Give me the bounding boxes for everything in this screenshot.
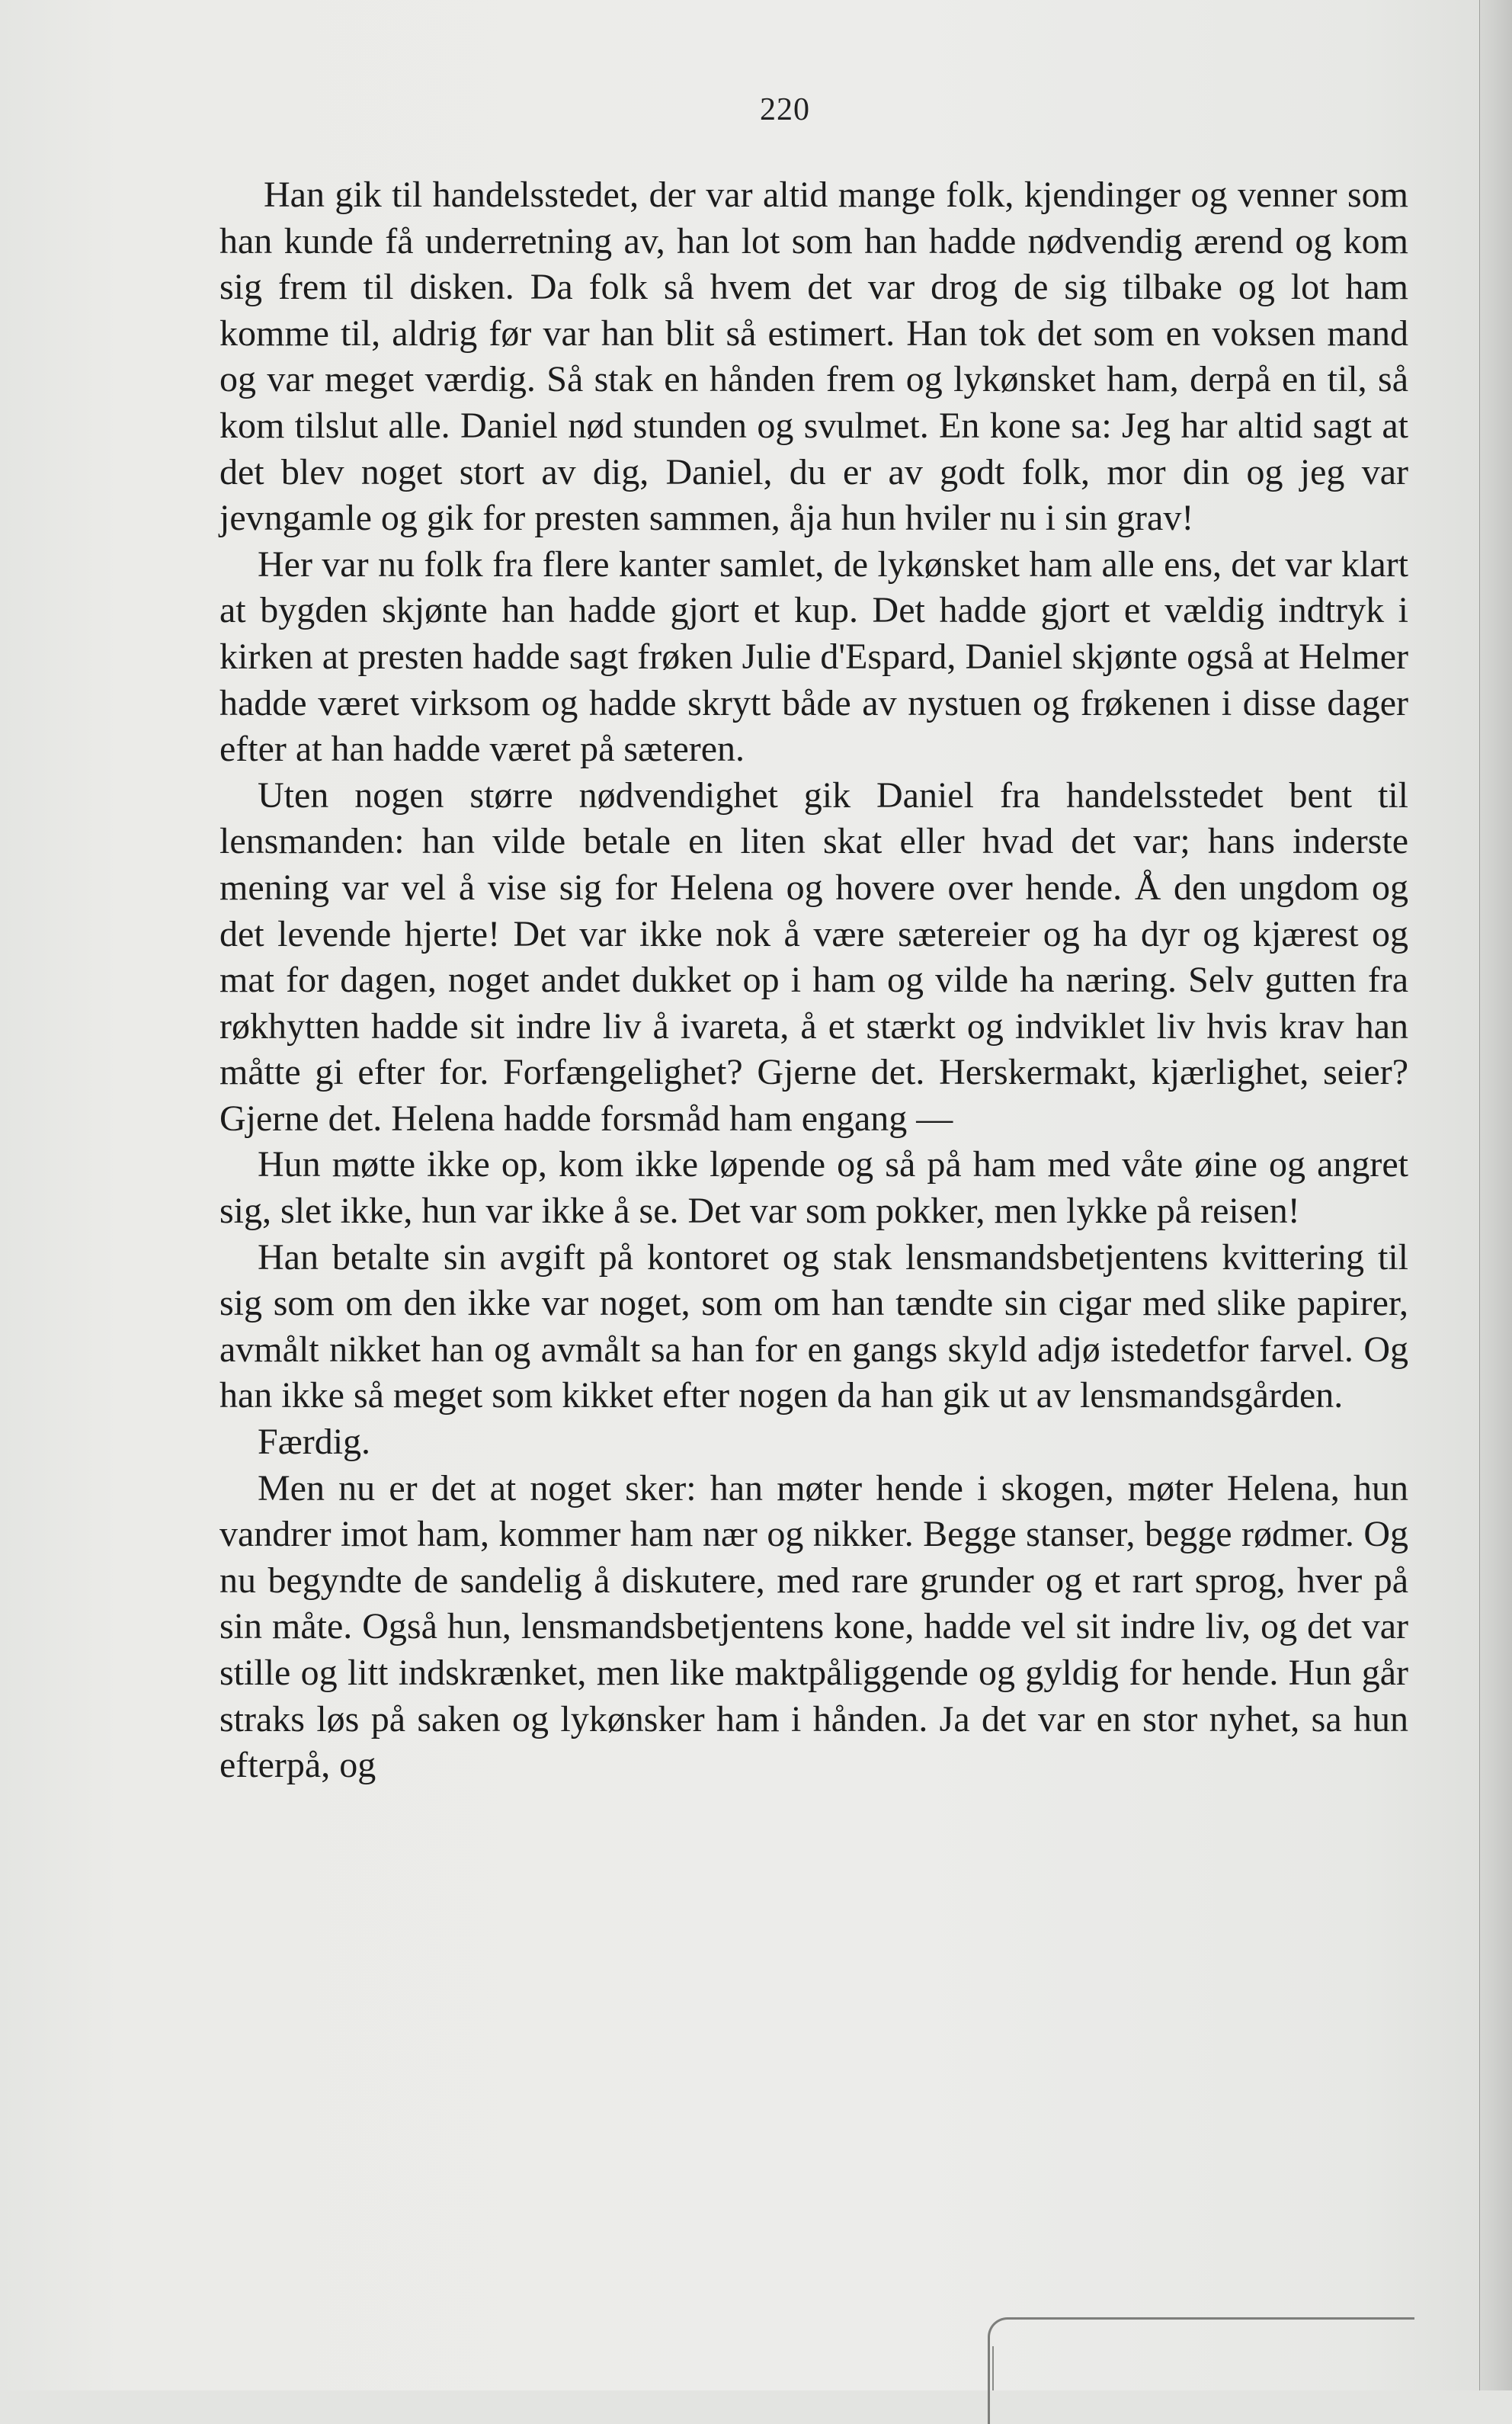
- scan-thumb-crease: [992, 2346, 1001, 2390]
- page-number: 220: [760, 92, 810, 127]
- paragraph-3: Uten nogen større nødvendighet gik Daniel fra handelsstedet bent til lensmanden: han vilde betale en liten skat eller hvad det var; hans inderste mening var vel å vise sig for Helena og hovere over hende. Å den ungdom og det levende hjerte! Det var ikke nok å være sætereier og ha dyr og kjærest og mat for dagen, noget andet dukket op i ham og vilde ha næring. Selv gutten fra røkhytten hadde sit indre liv å ivareta, å et stærkt og indviklet liv hvis krav han måtte gi efter for. Forfængelighet? Gjerne det. Herskermakt, kjærlighet, seier? Gjerne det. Helena hadde forsmåd ham engang —: [219, 774, 1408, 1139]
- body-text: [219, 172, 1408, 1789]
- page-edge-shadow: [1480, 0, 1512, 2390]
- paragraph-2: Her var nu folk fra flere kanter samlet, de lykønsket ham alle ens, det var klart at bygden skjønte han hadde gjort et kup. Det hadde gjort et vældig indtryk i kirken at presten hadde sagt frøken Julie d'Espard, Daniel skjønte også at Helmer hadde været virksom og hadde skrytt både av nystuen og frøkenen i disse dager efter at han hadde været på sæteren.: [219, 543, 1408, 770]
- scan-thumb-mark: [988, 2317, 1414, 2424]
- paragraph-1: Han gik til handelsstedet, der var altid mange folk, kjendinger og venner som han kunde få underretning av, han lot som han hadde nødvendig ærend og kom sig frem til disken. Da folk så hvem det var drog de sig tilbake og lot ham komme til, aldrig før var han blit så estimert. Han tok det som en voksen mand og var meget værdig. Så stak en hånden frem og lykønsket ham, derpå en til, så kom tilslut alle. Daniel nød stunden og svulmet. En kone sa: Jeg har altid sagt at det blev noget stort av dig, Daniel, du er av godt folk, mor din og jeg var jevngamle og gik for presten sammen, åja hun hviler nu i sin grav!: [219, 175, 1408, 539]
- paragraph-5: Han betalte sin avgift på kontoret og stak lensmandsbetjentens kvittering til sig som om den ikke var noget, som om han tændte sin cigar med slike papirer, avmålt nikket han og avmålt sa han for en gangs skyld adjø istedetfor farvel. Og han ikke så meget som kikket efter nogen da han gik ut av lensmandsgården.: [219, 1236, 1408, 1416]
- paragraph-4: Hun møtte ikke op, kom ikke løpende og så på ham med våte øine og angret sig, slet ikke, hun var ikke å se. Det var som pokker, men lykke på reisen!: [219, 1144, 1408, 1232]
- paragraph-7: Men nu er det at noget sker: han møter hende i skogen, møter Helena, hun vandrer imot ham, kommer ham nær og nikker. Begge stanser, begge rødmer. Og nu begyndte de sandelig å diskutere, med rare grunder og et rart sprog, hver på sin måte. Også hun, lensmandsbetjentens kone, hadde vel sit indre liv, og det var stille og litt indskrænket, men like maktpåliggende og gyldig for hende. Hun går straks løs på saken og lykønsker ham i hånden. Ja det var en stor nyhet, sa hun efterpå, og: [219, 1467, 1408, 1786]
- paragraph-6: Færdig.: [258, 1422, 371, 1463]
